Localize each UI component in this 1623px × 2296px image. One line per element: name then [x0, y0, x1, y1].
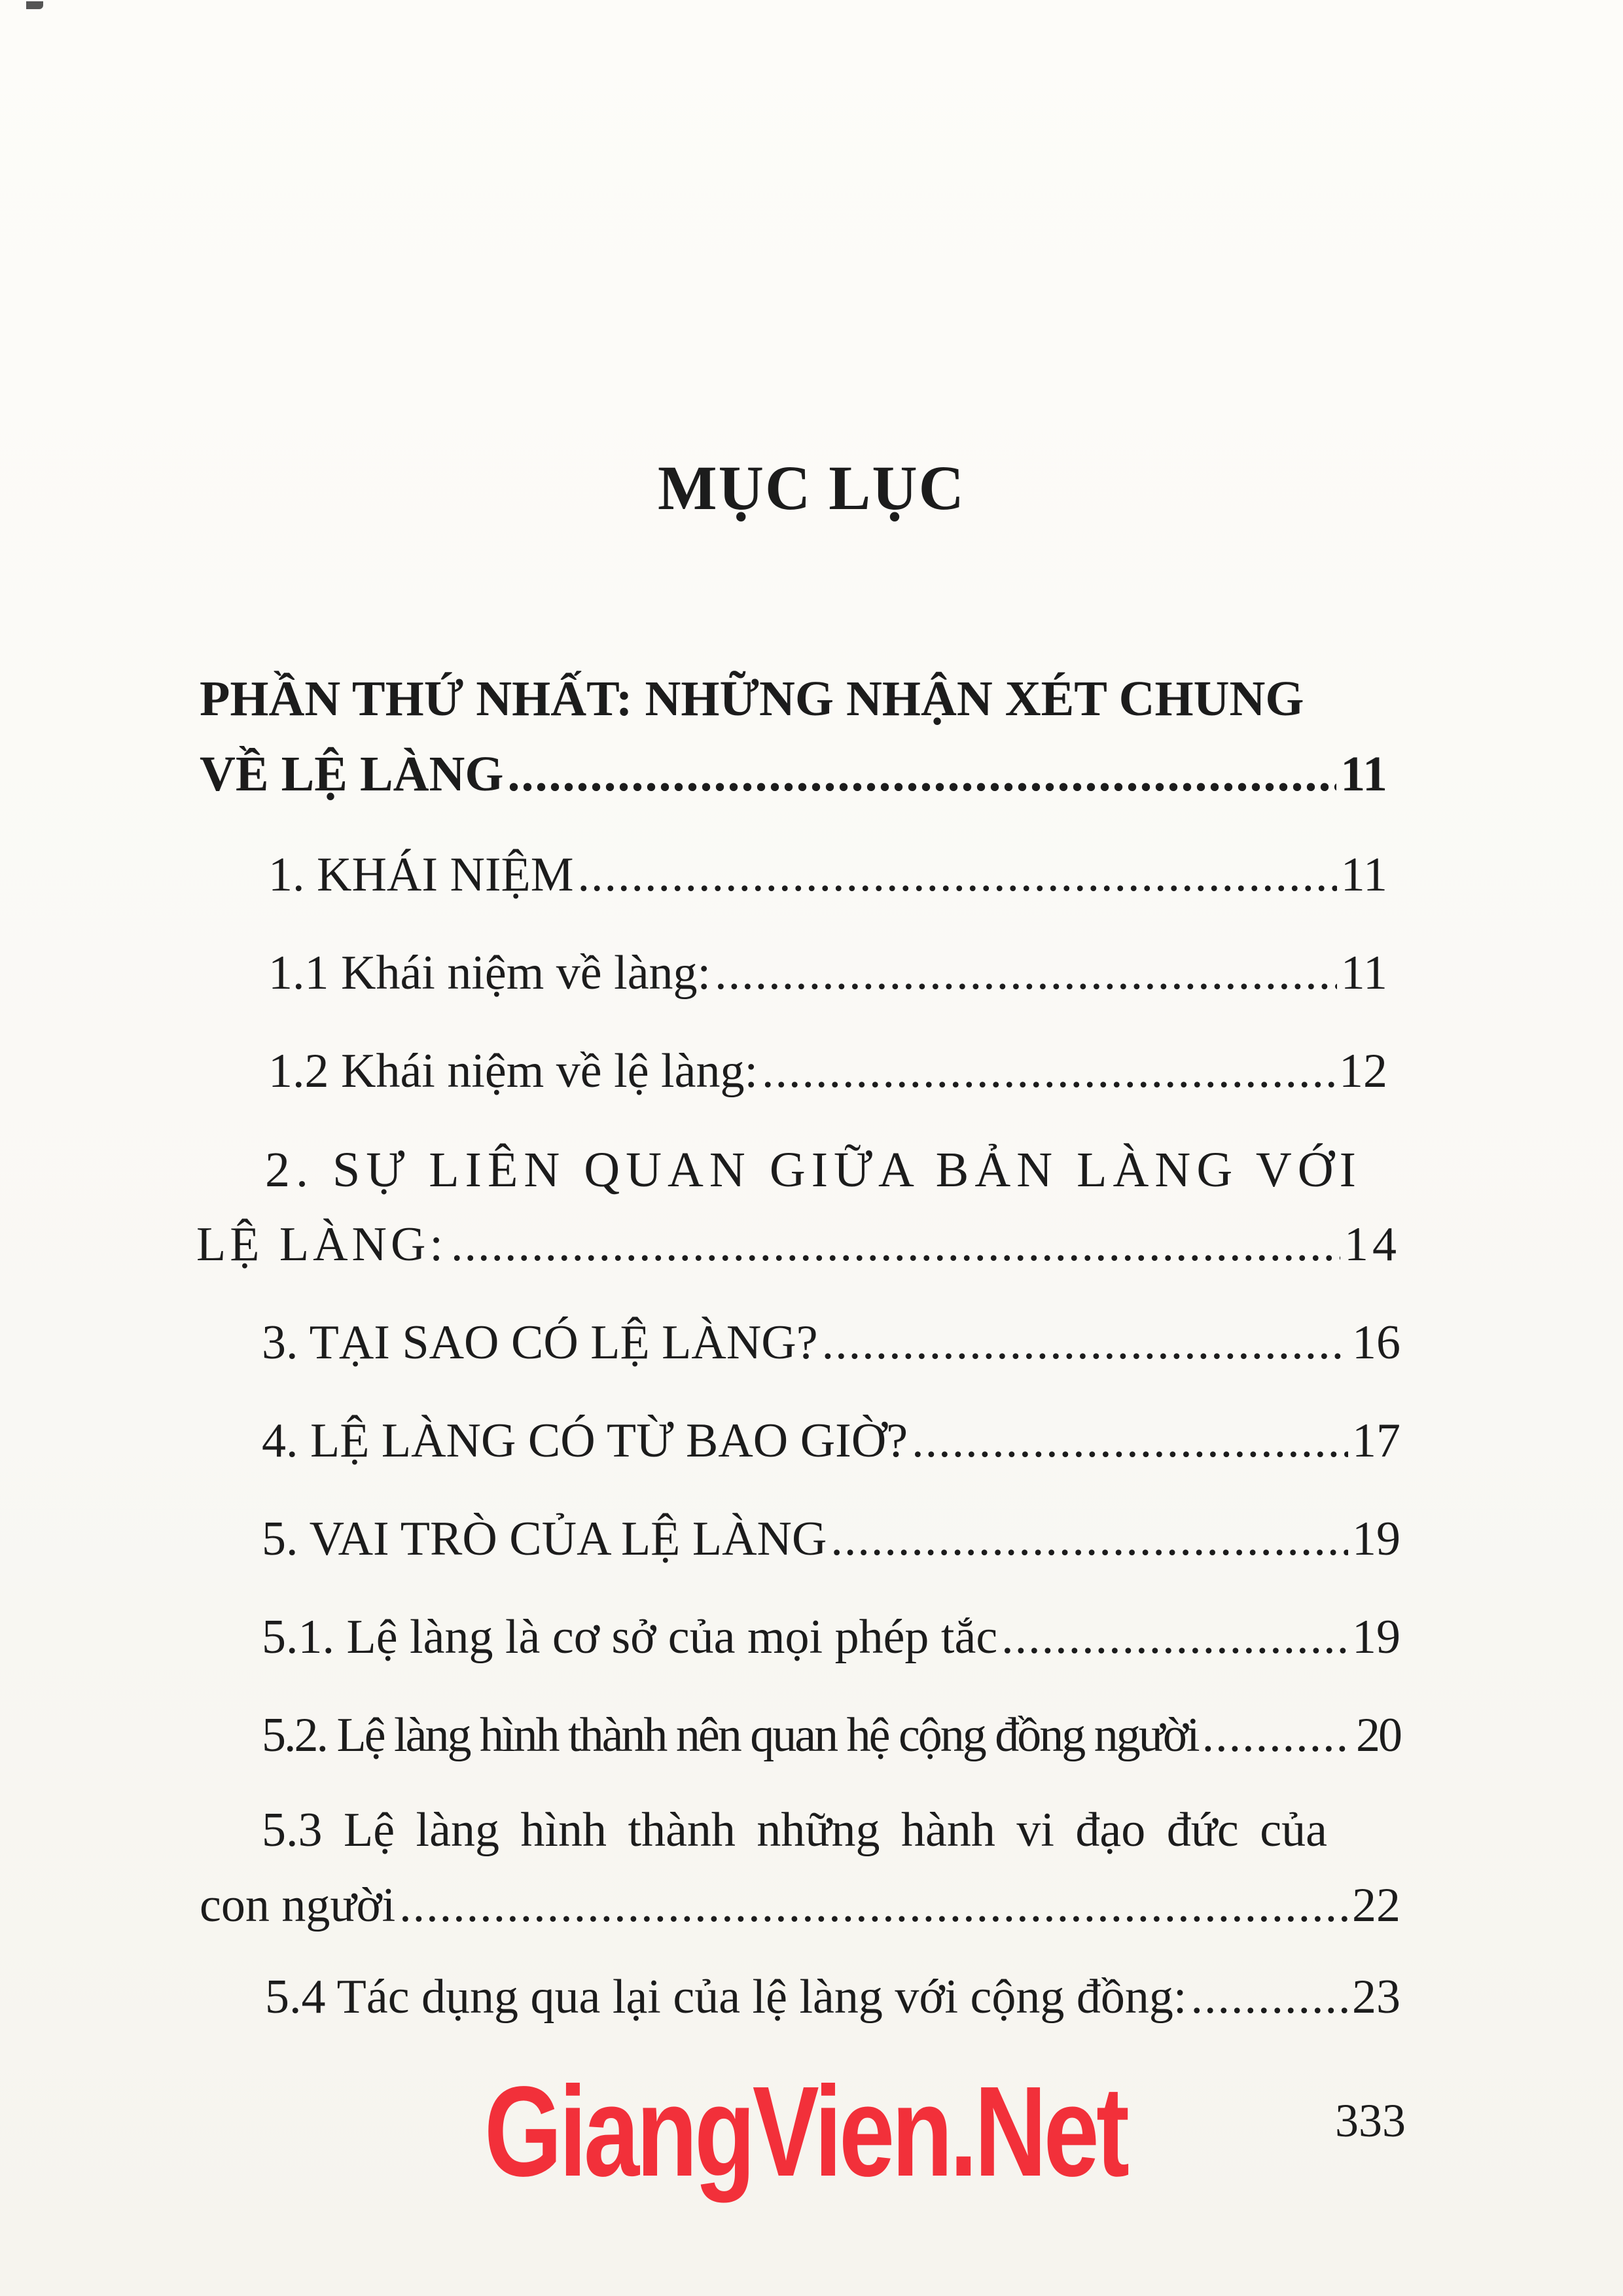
toc-entry-hanh-vi-dao-duc-line1: 5.3 Lệ làng hình thành những hành vi đạo đức của	[262, 1803, 1327, 1857]
toc-page-number: 22	[1352, 1879, 1400, 1932]
dot-leader	[715, 945, 1337, 1001]
toc-entry-label: LỆ LÀNG:	[196, 1218, 447, 1271]
watermark-logo: GiangVien.Net	[484, 2060, 1127, 2203]
toc-entry-label: con người	[200, 1879, 396, 1932]
toc-page-number: 19	[1352, 1512, 1400, 1566]
dot-leader	[762, 1044, 1335, 1099]
toc-page-number: 11	[1340, 946, 1387, 1000]
toc-entry-vai-tro-cua-le-lang[interactable]	[262, 1511, 1400, 1567]
toc-page-number: 11	[1340, 848, 1387, 902]
dot-leader	[508, 746, 1337, 803]
toc-page-number: 23	[1352, 1970, 1400, 2024]
dot-leader	[912, 1413, 1348, 1469]
toc-page-number: 20	[1356, 1708, 1400, 1762]
toc-entry-tai-sao-co-le-lang[interactable]	[262, 1315, 1400, 1371]
toc-entry-part-one[interactable]	[200, 746, 1387, 803]
toc-page-number: 11	[1340, 747, 1387, 802]
toc-part-heading-line1: PHẦN THỨ NHẤT: NHỮNG NHẬN XÉT CHUNG	[200, 671, 1304, 726]
toc-entry-hanh-vi-dao-duc[interactable]	[200, 1878, 1400, 1934]
dot-leader	[578, 847, 1337, 903]
toc-entry-khai-niem[interactable]	[268, 847, 1387, 903]
toc-entry-label: 5.2. Lệ làng hình thành nên quan hệ cộng đồng người	[262, 1708, 1198, 1762]
toc-entry-su-lien-quan[interactable]	[196, 1217, 1400, 1273]
dot-leader	[822, 1315, 1348, 1371]
toc-entry-co-so-phep-tac[interactable]	[262, 1610, 1400, 1665]
dot-leader	[1202, 1708, 1352, 1763]
page-title: MỤC LỤC	[658, 453, 965, 523]
toc-page-number: 17	[1352, 1414, 1400, 1468]
dot-leader	[1001, 1610, 1348, 1665]
toc-entry-le-lang-co-tu-bao-gio[interactable]	[262, 1413, 1400, 1469]
toc-page-number: 19	[1352, 1610, 1400, 1664]
dot-leader	[399, 1878, 1348, 1934]
toc-entry-tac-dung-qua-lai[interactable]	[265, 1969, 1400, 2025]
page-number: 333	[1335, 2094, 1406, 2147]
toc-entry-label: 5.4 Tác dụng qua lại của lệ làng với cộng đồng:	[265, 1970, 1187, 2024]
toc-entry-label: 1.1 Khái niệm về làng:	[268, 946, 711, 1000]
toc-entry-label: 4. LỆ LÀNG CÓ TỪ BAO GIỜ?	[262, 1414, 908, 1468]
toc-entry-su-lien-quan-line1: 2. SỰ LIÊN QUAN GIỮA BẢN LÀNG VỚI	[265, 1142, 1362, 1197]
toc-entry-quan-he-cong-dong[interactable]	[262, 1708, 1400, 1763]
toc-entry-label: 3. TẠI SAO CÓ LỆ LÀNG?	[262, 1316, 818, 1369]
toc-page-number: 16	[1352, 1316, 1400, 1369]
toc-page-number: 12	[1339, 1044, 1387, 1098]
toc-entry-label: VỀ LỆ LÀNG	[200, 747, 504, 802]
dot-leader	[451, 1217, 1340, 1273]
toc-entry-khai-niem-ve-le-lang[interactable]	[268, 1044, 1387, 1099]
toc-entry-khai-niem-ve-lang[interactable]	[268, 945, 1387, 1001]
toc-entry-label: 1. KHÁI NIỆM	[268, 848, 574, 902]
dot-leader	[830, 1511, 1348, 1567]
toc-entry-label: 5.1. Lệ làng là cơ sở của mọi phép tắc	[262, 1610, 998, 1664]
dot-leader	[1190, 1969, 1348, 2025]
scan-corner-mark	[26, 1, 43, 9]
toc-entry-label: 5. VAI TRÒ CỦA LỆ LÀNG	[262, 1512, 827, 1566]
toc-entry-label: 1.2 Khái niệm về lệ làng:	[268, 1044, 758, 1098]
toc-page-number: 14	[1344, 1218, 1400, 1271]
